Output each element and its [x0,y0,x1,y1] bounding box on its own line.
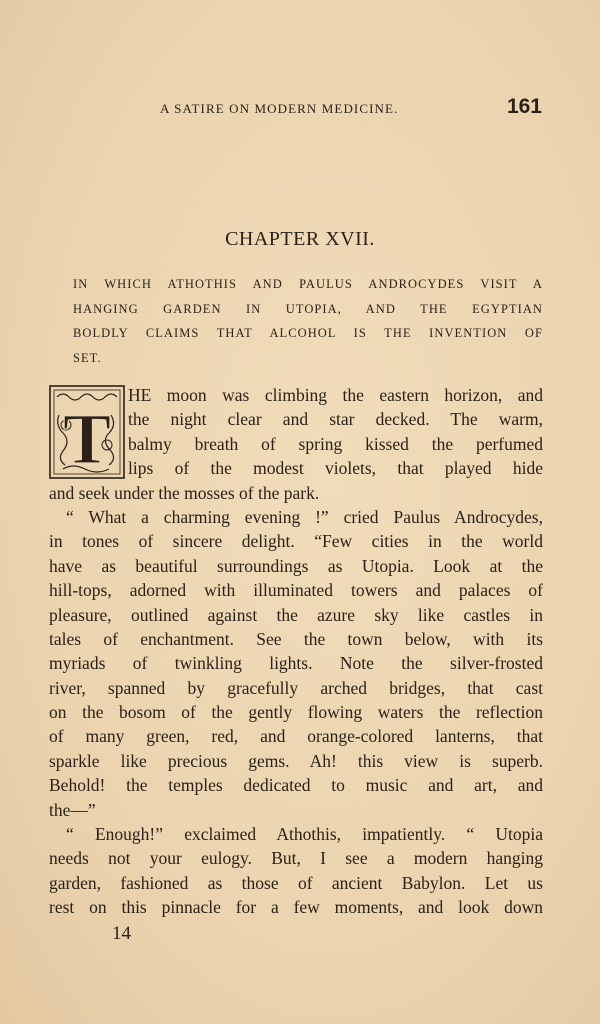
running-head [48,96,542,124]
text-line: have as beautiful surroundings as Utopia. Look at the [49,555,543,576]
subtitle-line: BOLDLY CLAIMS THAT ALCOHOL IS THE INVENTION OF [73,326,543,340]
text-line: river, spanned by gracefully arched bridges, that cast [49,677,543,698]
text-line: tales of enchantment. See the town below, with its [49,628,543,649]
subtitle-line: IN WHICH ATHOTHIS AND PAULUS ANDROCYDES VISIT A [73,277,543,291]
body-text [49,383,543,920]
text-line: “ What a charming evening !” cried Paulus Androcydes, [66,506,543,527]
chapter-subtitle [73,272,543,370]
page-number: 161 [506,95,542,118]
text-line: myriads of twinkling lights. Note the silver-frosted [49,653,543,674]
text-line: lips of the modest violets, that played hide [128,458,543,479]
text-line: hill-tops, adorned with illuminated towers and palaces of [49,580,543,601]
running-title: A SATIRE ON MODERN MEDICINE. [160,101,399,116]
text-line: the—” [49,799,96,820]
drop-cap-letter: T [62,399,112,479]
text-line: garden, fashioned as those of ancient Babylon. Let us [49,872,543,893]
text-line: Behold! the temples dedicated to music and art, and [49,775,543,796]
text-line: in tones of sincere delight. “Few cities in the world [49,531,543,552]
text-line: and seek under the mosses of the park. [49,482,320,503]
text-line: rest on this pinnacle for a few moments, and look down [49,897,543,918]
signature-mark: 14 [112,923,131,944]
text-line: needs not your eulogy. But, I see a modern hanging [49,848,543,869]
text-line: the night clear and star decked. The warm, [128,409,543,430]
text-line: balmy breath of spring kissed the perfumed [128,433,543,454]
text-line: HE moon was climbing the eastern horizon, and [128,385,543,405]
subtitle-line: SET. [73,350,102,365]
text-line: of many green, red, and orange-colored lanterns, that [49,726,543,747]
subtitle-line: HANGING GARDEN IN UTOPIA, AND THE EGYPTIAN [73,301,543,316]
text-line: sparkle like precious gems. Ah! this view is superb. [49,750,543,771]
text-line: pleasure, outlined against the azure sky like castles in [49,604,543,625]
text-line: on the bosom of the gently flowing waters the reflection [49,702,543,723]
chapter-title: CHAPTER XVII. [225,228,375,250]
text-line: “ Enough!” exclaimed Athothis, impatiently. “ Utopia [66,824,543,845]
